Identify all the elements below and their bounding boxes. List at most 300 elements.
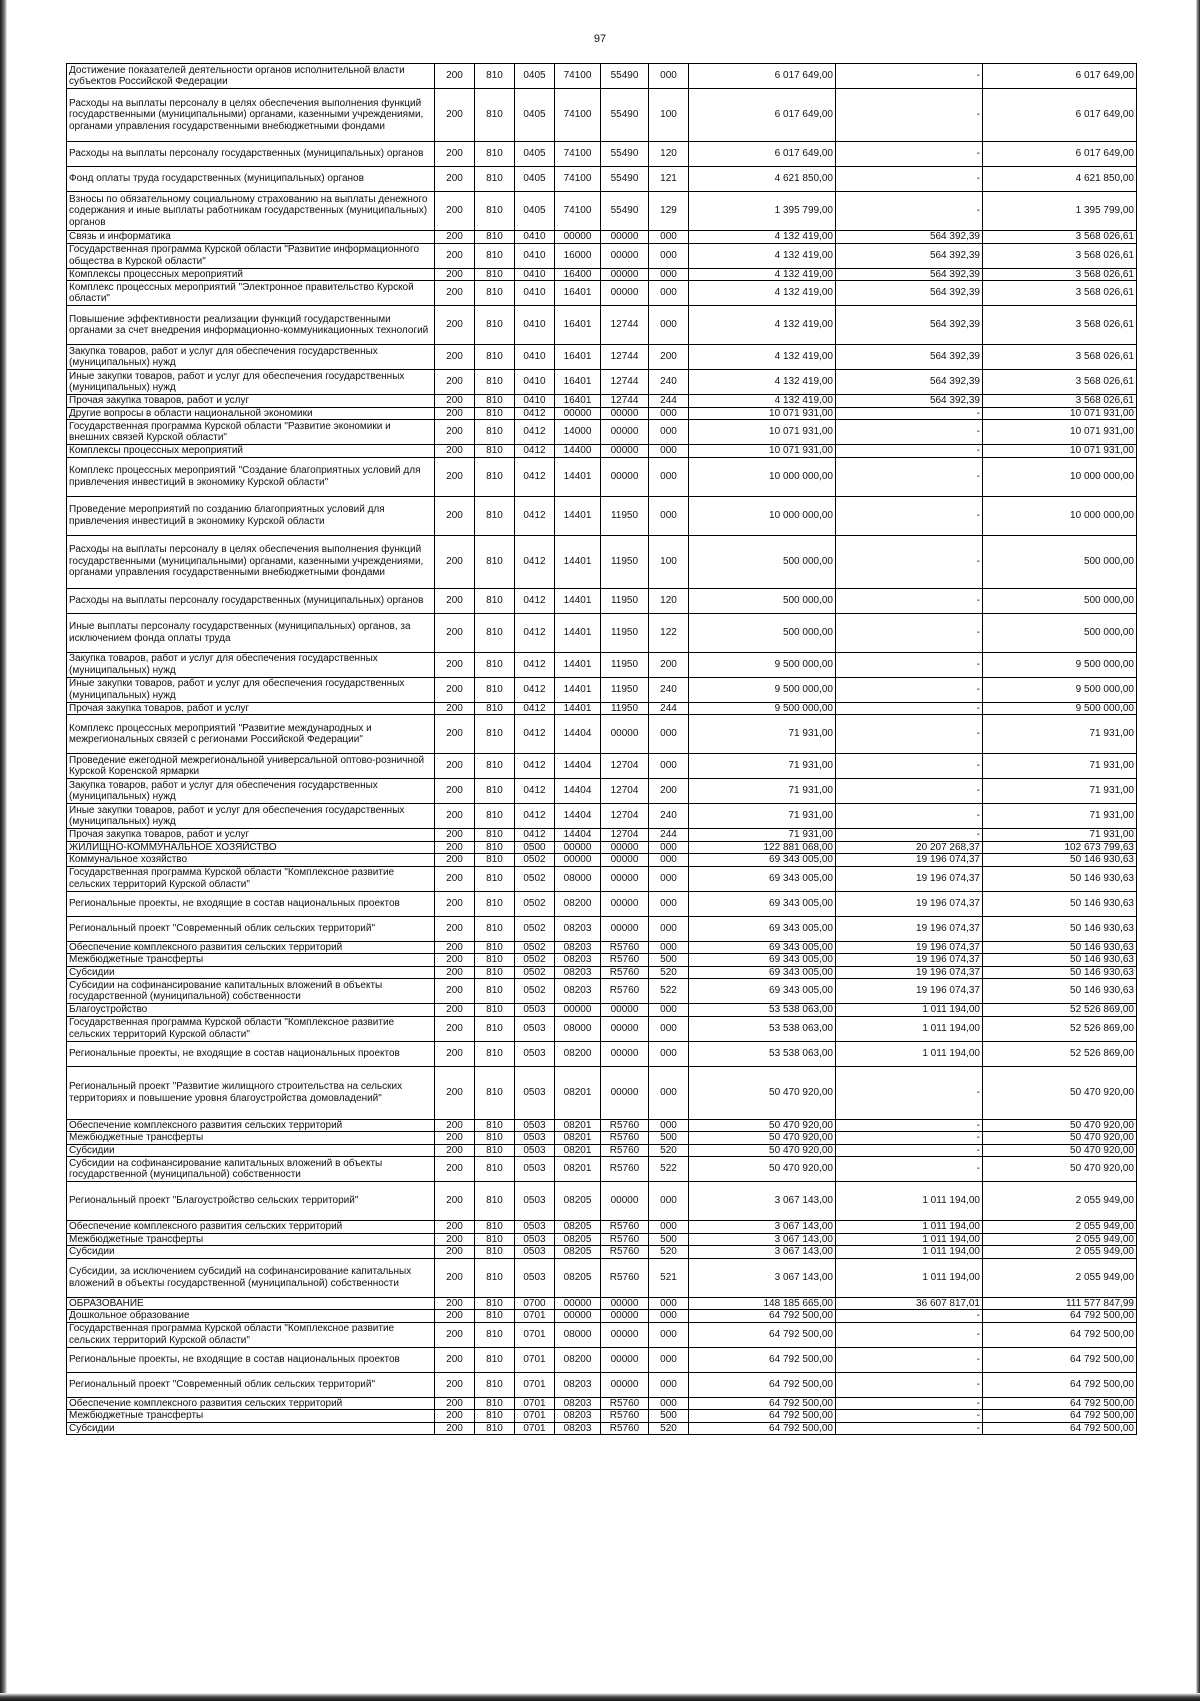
gr-code-cell: 200: [435, 345, 475, 370]
rz-code-cell: 0412: [515, 829, 555, 842]
reduction-amount-cell: -: [836, 535, 983, 588]
rz-code-cell: 0502: [515, 866, 555, 891]
row-name-cell: Закупка товаров, работ и услуг для обеспечения государственных (муниципальных) нужд: [67, 779, 435, 804]
approved-amount-cell: 50 146 930,63: [983, 854, 1137, 867]
reduction-amount-cell: -: [836, 1347, 983, 1372]
cs-code-cell: 08201: [555, 1119, 601, 1132]
table-row: [67, 89, 1137, 142]
row-name-cell: Другие вопросы в области национальной экономики: [67, 407, 435, 420]
planned-amount-cell: 6 017 649,00: [689, 64, 836, 89]
rz-code-cell: 0503: [515, 1258, 555, 1297]
planned-amount-cell: 71 931,00: [689, 715, 836, 754]
rz-code-cell: 0412: [515, 496, 555, 535]
gr-code-cell: 200: [435, 891, 475, 916]
gr-code-cell: 200: [435, 1322, 475, 1347]
table-row: [67, 1119, 1137, 1132]
approved-amount-cell: 3 568 026,61: [983, 243, 1137, 268]
reduction-amount-cell: 564 392,39: [836, 370, 983, 395]
rz-code-cell: 0503: [515, 1157, 555, 1182]
cs-direction-code-cell: 12744: [601, 370, 649, 395]
approved-amount-cell: 10 071 931,00: [983, 445, 1137, 458]
row-name-cell: Дошкольное образование: [67, 1310, 435, 1323]
gr-code-cell: 200: [435, 1004, 475, 1017]
approved-amount-cell: 500 000,00: [983, 588, 1137, 613]
reduction-amount-cell: -: [836, 420, 983, 445]
cs-code-cell: 08203: [555, 941, 601, 954]
rz-code-cell: 0502: [515, 854, 555, 867]
vr-code-cell: 244: [649, 395, 689, 408]
cs-direction-code-cell: 00000: [601, 243, 649, 268]
planned-amount-cell: 4 132 419,00: [689, 345, 836, 370]
row-name-cell: Субсидии на софинансирование капитальных вложений в объекты государственной (муниципальной) собственности: [67, 1157, 435, 1182]
rz-code-cell: 0412: [515, 613, 555, 652]
reduction-amount-cell: 19 196 074,37: [836, 966, 983, 979]
cs-code-cell: 16401: [555, 370, 601, 395]
cs-direction-code-cell: 00000: [601, 1016, 649, 1041]
planned-amount-cell: 71 931,00: [689, 754, 836, 779]
cs-code-cell: 08200: [555, 1347, 601, 1372]
approved-amount-cell: 1 395 799,00: [983, 192, 1137, 231]
reduction-amount-cell: 564 392,39: [836, 345, 983, 370]
gr-code-cell: 200: [435, 715, 475, 754]
cs-code-cell: 08203: [555, 1422, 601, 1435]
rz-code-cell: 0412: [515, 652, 555, 677]
planned-amount-cell: 53 538 063,00: [689, 1016, 836, 1041]
approved-amount-cell: 64 792 500,00: [983, 1322, 1137, 1347]
gr-code-cell: 200: [435, 1119, 475, 1132]
planned-amount-cell: 10 000 000,00: [689, 496, 836, 535]
planned-amount-cell: 50 470 920,00: [689, 1132, 836, 1145]
approved-amount-cell: 111 577 847,99: [983, 1297, 1137, 1310]
row-name-cell: Иные закупки товаров, работ и услуг для обеспечения государственных (муниципальных) нужд: [67, 370, 435, 395]
table-row: [67, 496, 1137, 535]
row-name-cell: Закупка товаров, работ и услуг для обеспечения государственных (муниципальных) нужд: [67, 652, 435, 677]
row-name-cell: Иные закупки товаров, работ и услуг для обеспечения государственных (муниципальных) нужд: [67, 804, 435, 829]
gr-code-cell: 200: [435, 306, 475, 345]
vr-code-cell: 000: [649, 457, 689, 496]
reduction-amount-cell: -: [836, 142, 983, 167]
cs-code-cell: 08203: [555, 954, 601, 967]
rz-code-cell: 0503: [515, 1016, 555, 1041]
cs-code-cell: 00000: [555, 854, 601, 867]
rz-code-cell: 0405: [515, 167, 555, 192]
cs-code-cell: 08000: [555, 1322, 601, 1347]
ved-code-cell: 810: [475, 1157, 515, 1182]
approved-amount-cell: 50 470 920,00: [983, 1066, 1137, 1119]
rz-code-cell: 0410: [515, 395, 555, 408]
gr-code-cell: 200: [435, 407, 475, 420]
cs-code-cell: 08203: [555, 979, 601, 1004]
table-row: [67, 677, 1137, 702]
reduction-amount-cell: -: [836, 1132, 983, 1145]
cs-code-cell: 08203: [555, 1372, 601, 1397]
cs-code-cell: 74100: [555, 192, 601, 231]
vr-code-cell: 500: [649, 1233, 689, 1246]
table-row: [67, 702, 1137, 715]
cs-direction-code-cell: 55490: [601, 64, 649, 89]
cs-code-cell: 00000: [555, 1297, 601, 1310]
cs-code-cell: 08000: [555, 866, 601, 891]
vr-code-cell: 000: [649, 420, 689, 445]
rz-code-cell: 0410: [515, 268, 555, 281]
cs-direction-code-cell: 00000: [601, 1041, 649, 1066]
cs-direction-code-cell: 12704: [601, 754, 649, 779]
rz-code-cell: 0412: [515, 445, 555, 458]
row-name-cell: ОБРАЗОВАНИЕ: [67, 1297, 435, 1310]
cs-direction-code-cell: 55490: [601, 167, 649, 192]
approved-amount-cell: 50 470 920,00: [983, 1144, 1137, 1157]
ved-code-cell: 810: [475, 841, 515, 854]
ved-code-cell: 810: [475, 1297, 515, 1310]
planned-amount-cell: 71 931,00: [689, 804, 836, 829]
reduction-amount-cell: -: [836, 1119, 983, 1132]
planned-amount-cell: 3 067 143,00: [689, 1221, 836, 1234]
ved-code-cell: 810: [475, 854, 515, 867]
reduction-amount-cell: -: [836, 754, 983, 779]
reduction-amount-cell: -: [836, 496, 983, 535]
cs-code-cell: 08203: [555, 916, 601, 941]
approved-amount-cell: 52 526 869,00: [983, 1004, 1137, 1017]
cs-code-cell: 00000: [555, 1310, 601, 1323]
gr-code-cell: 200: [435, 1310, 475, 1323]
gr-code-cell: 200: [435, 916, 475, 941]
row-name-cell: ЖИЛИЩНО-КОММУНАЛЬНОЕ ХОЗЯЙСТВО: [67, 841, 435, 854]
approved-amount-cell: 500 000,00: [983, 613, 1137, 652]
approved-amount-cell: 6 017 649,00: [983, 89, 1137, 142]
cs-code-cell: 14401: [555, 588, 601, 613]
planned-amount-cell: 64 792 500,00: [689, 1310, 836, 1323]
planned-amount-cell: 4 132 419,00: [689, 395, 836, 408]
cs-direction-code-cell: 00000: [601, 891, 649, 916]
gr-code-cell: 200: [435, 966, 475, 979]
approved-amount-cell: 500 000,00: [983, 535, 1137, 588]
reduction-amount-cell: 1 011 194,00: [836, 1004, 983, 1017]
vr-code-cell: 000: [649, 1372, 689, 1397]
vr-code-cell: 000: [649, 268, 689, 281]
ved-code-cell: 810: [475, 1410, 515, 1423]
ved-code-cell: 810: [475, 1004, 515, 1017]
gr-code-cell: 200: [435, 1157, 475, 1182]
planned-amount-cell: 122 881 068,00: [689, 841, 836, 854]
row-name-cell: Государственная программа Курской области "Комплексное развитие сельских территорий Курской области": [67, 866, 435, 891]
approved-amount-cell: 2 055 949,00: [983, 1258, 1137, 1297]
rz-code-cell: 0503: [515, 1182, 555, 1221]
ved-code-cell: 810: [475, 407, 515, 420]
scan-edge-right: [1196, 0, 1200, 1701]
table-row: [67, 1322, 1137, 1347]
ved-code-cell: 810: [475, 1246, 515, 1259]
gr-code-cell: 200: [435, 804, 475, 829]
row-name-cell: Коммунальное хозяйство: [67, 854, 435, 867]
rz-code-cell: 0502: [515, 891, 555, 916]
table-row: [67, 613, 1137, 652]
approved-amount-cell: 3 568 026,61: [983, 395, 1137, 408]
ved-code-cell: 810: [475, 1422, 515, 1435]
row-name-cell: Государственная программа Курской области "Развитие экономики и внешних связей Курской области": [67, 420, 435, 445]
ved-code-cell: 810: [475, 1221, 515, 1234]
planned-amount-cell: 69 343 005,00: [689, 954, 836, 967]
table-row: [67, 754, 1137, 779]
approved-amount-cell: 64 792 500,00: [983, 1347, 1137, 1372]
approved-amount-cell: 9 500 000,00: [983, 652, 1137, 677]
approved-amount-cell: 50 146 930,63: [983, 979, 1137, 1004]
table-row: [67, 1066, 1137, 1119]
cs-direction-code-cell: 11950: [601, 702, 649, 715]
cs-code-cell: 08205: [555, 1246, 601, 1259]
rz-code-cell: 0500: [515, 841, 555, 854]
cs-direction-code-cell: 11950: [601, 652, 649, 677]
gr-code-cell: 200: [435, 954, 475, 967]
planned-amount-cell: 64 792 500,00: [689, 1397, 836, 1410]
cs-code-cell: 16401: [555, 345, 601, 370]
table-row: [67, 916, 1137, 941]
reduction-amount-cell: -: [836, 677, 983, 702]
table-row: [67, 167, 1137, 192]
rz-code-cell: 0412: [515, 407, 555, 420]
vr-code-cell: 122: [649, 613, 689, 652]
rz-code-cell: 0412: [515, 779, 555, 804]
vr-code-cell: 000: [649, 1004, 689, 1017]
row-name-cell: Комплекс процессных мероприятий "Развитие международных и межрегиональных связей с регионами Российской Федерации": [67, 715, 435, 754]
table-row: [67, 306, 1137, 345]
rz-code-cell: 0412: [515, 804, 555, 829]
planned-amount-cell: 4 132 419,00: [689, 281, 836, 306]
approved-amount-cell: 2 055 949,00: [983, 1221, 1137, 1234]
cs-code-cell: 08203: [555, 1397, 601, 1410]
gr-code-cell: 200: [435, 89, 475, 142]
table-row: [67, 64, 1137, 89]
reduction-amount-cell: -: [836, 1157, 983, 1182]
gr-code-cell: 200: [435, 613, 475, 652]
ved-code-cell: 810: [475, 192, 515, 231]
cs-code-cell: 14404: [555, 829, 601, 842]
ved-code-cell: 810: [475, 1132, 515, 1145]
vr-code-cell: 240: [649, 370, 689, 395]
cs-direction-code-cell: 00000: [601, 1372, 649, 1397]
cs-direction-code-cell: 11950: [601, 496, 649, 535]
vr-code-cell: 500: [649, 1410, 689, 1423]
gr-code-cell: 200: [435, 535, 475, 588]
cs-direction-code-cell: 00000: [601, 841, 649, 854]
planned-amount-cell: 64 792 500,00: [689, 1322, 836, 1347]
planned-amount-cell: 3 067 143,00: [689, 1233, 836, 1246]
gr-code-cell: 200: [435, 457, 475, 496]
ved-code-cell: 810: [475, 954, 515, 967]
gr-code-cell: 200: [435, 1182, 475, 1221]
cs-code-cell: 16401: [555, 306, 601, 345]
gr-code-cell: 200: [435, 420, 475, 445]
cs-code-cell: 08203: [555, 966, 601, 979]
row-name-cell: Расходы на выплаты персоналу государственных (муниципальных) органов: [67, 588, 435, 613]
vr-code-cell: 000: [649, 1016, 689, 1041]
cs-direction-code-cell: 00000: [601, 1297, 649, 1310]
rz-code-cell: 0410: [515, 231, 555, 244]
planned-amount-cell: 69 343 005,00: [689, 866, 836, 891]
reduction-amount-cell: 19 196 074,37: [836, 979, 983, 1004]
cs-code-cell: 14401: [555, 613, 601, 652]
cs-direction-code-cell: 11950: [601, 535, 649, 588]
gr-code-cell: 200: [435, 1422, 475, 1435]
table-row: [67, 370, 1137, 395]
ved-code-cell: 810: [475, 754, 515, 779]
cs-direction-code-cell: R5760: [601, 1397, 649, 1410]
table-row: [67, 1397, 1137, 1410]
vr-code-cell: 000: [649, 1119, 689, 1132]
vr-code-cell: 240: [649, 677, 689, 702]
reduction-amount-cell: 1 011 194,00: [836, 1258, 983, 1297]
ved-code-cell: 810: [475, 829, 515, 842]
vr-code-cell: 522: [649, 979, 689, 1004]
approved-amount-cell: 2 055 949,00: [983, 1182, 1137, 1221]
planned-amount-cell: 69 343 005,00: [689, 891, 836, 916]
ved-code-cell: 810: [475, 167, 515, 192]
rz-code-cell: 0701: [515, 1410, 555, 1423]
vr-code-cell: 000: [649, 916, 689, 941]
ved-code-cell: 810: [475, 702, 515, 715]
planned-amount-cell: 10 071 931,00: [689, 445, 836, 458]
reduction-amount-cell: 564 392,39: [836, 231, 983, 244]
gr-code-cell: 200: [435, 677, 475, 702]
row-name-cell: Благоустройство: [67, 1004, 435, 1017]
table-row: [67, 420, 1137, 445]
cs-direction-code-cell: 00000: [601, 1004, 649, 1017]
reduction-amount-cell: 19 196 074,37: [836, 954, 983, 967]
row-name-cell: Прочая закупка товаров, работ и услуг: [67, 395, 435, 408]
reduction-amount-cell: -: [836, 445, 983, 458]
cs-direction-code-cell: 11950: [601, 677, 649, 702]
table-row: [67, 1004, 1137, 1017]
gr-code-cell: 200: [435, 64, 475, 89]
rz-code-cell: 0503: [515, 1119, 555, 1132]
gr-code-cell: 200: [435, 1066, 475, 1119]
table-row: [67, 395, 1137, 408]
cs-code-cell: 00000: [555, 841, 601, 854]
rz-code-cell: 0412: [515, 754, 555, 779]
gr-code-cell: 200: [435, 854, 475, 867]
row-name-cell: Расходы на выплаты персоналу в целях обеспечения выполнения функций государственными (муниципальными) органами, казенными учреждениями, органами управления государственными внебюджетными фондами: [67, 89, 435, 142]
row-name-cell: Субсидии: [67, 1246, 435, 1259]
table-row: [67, 941, 1137, 954]
reduction-amount-cell: 564 392,39: [836, 395, 983, 408]
scan-edge-left: [0, 0, 7, 1701]
rz-code-cell: 0410: [515, 243, 555, 268]
cs-direction-code-cell: 12744: [601, 395, 649, 408]
approved-amount-cell: 64 792 500,00: [983, 1397, 1137, 1410]
row-name-cell: Связь и информатика: [67, 231, 435, 244]
reduction-amount-cell: -: [836, 1066, 983, 1119]
table-row: [67, 1422, 1137, 1435]
table-row: [67, 1041, 1137, 1066]
approved-amount-cell: 6 017 649,00: [983, 64, 1137, 89]
planned-amount-cell: 6 017 649,00: [689, 89, 836, 142]
rz-code-cell: 0410: [515, 345, 555, 370]
rz-code-cell: 0405: [515, 64, 555, 89]
vr-code-cell: 000: [649, 1397, 689, 1410]
approved-amount-cell: 50 146 930,63: [983, 954, 1137, 967]
cs-direction-code-cell: 12704: [601, 804, 649, 829]
ved-code-cell: 810: [475, 281, 515, 306]
gr-code-cell: 200: [435, 167, 475, 192]
vr-code-cell: 000: [649, 64, 689, 89]
ved-code-cell: 810: [475, 496, 515, 535]
cs-code-cell: 08205: [555, 1258, 601, 1297]
table-row: [67, 829, 1137, 842]
table-row: [67, 891, 1137, 916]
ved-code-cell: 810: [475, 979, 515, 1004]
approved-amount-cell: 50 470 920,00: [983, 1119, 1137, 1132]
ved-code-cell: 810: [475, 804, 515, 829]
approved-amount-cell: 50 470 920,00: [983, 1132, 1137, 1145]
rz-code-cell: 0412: [515, 715, 555, 754]
row-name-cell: Межбюджетные трансферты: [67, 954, 435, 967]
reduction-amount-cell: 564 392,39: [836, 306, 983, 345]
row-name-cell: Региональные проекты, не входящие в состав национальных проектов: [67, 1347, 435, 1372]
rz-code-cell: 0503: [515, 1221, 555, 1234]
vr-code-cell: 100: [649, 89, 689, 142]
row-name-cell: Достижение показателей деятельности органов исполнительной власти субъектов Российской Федерации: [67, 64, 435, 89]
rz-code-cell: 0412: [515, 588, 555, 613]
gr-code-cell: 200: [435, 941, 475, 954]
cs-code-cell: 14404: [555, 804, 601, 829]
ved-code-cell: 810: [475, 243, 515, 268]
cs-code-cell: 14401: [555, 535, 601, 588]
vr-code-cell: 000: [649, 407, 689, 420]
cs-code-cell: 14000: [555, 420, 601, 445]
reduction-amount-cell: 1 011 194,00: [836, 1233, 983, 1246]
cs-direction-code-cell: 12744: [601, 345, 649, 370]
row-name-cell: Государственная программа Курской области "Развитие информационного общества в Курской области": [67, 243, 435, 268]
vr-code-cell: 000: [649, 941, 689, 954]
cs-direction-code-cell: 00000: [601, 457, 649, 496]
row-name-cell: Субсидии, за исключением субсидий на софинансирование капитальных вложений в объекты государственной (муниципальной) собственности: [67, 1258, 435, 1297]
ved-code-cell: 810: [475, 89, 515, 142]
rz-code-cell: 0701: [515, 1347, 555, 1372]
approved-amount-cell: 3 568 026,61: [983, 231, 1137, 244]
planned-amount-cell: 64 792 500,00: [689, 1347, 836, 1372]
reduction-amount-cell: -: [836, 1422, 983, 1435]
ved-code-cell: 810: [475, 941, 515, 954]
row-name-cell: Проведение мероприятий по созданию благоприятных условий для привлечения инвестиций в экономику Курской области: [67, 496, 435, 535]
gr-code-cell: 200: [435, 281, 475, 306]
ved-code-cell: 810: [475, 677, 515, 702]
cs-code-cell: 08201: [555, 1066, 601, 1119]
row-name-cell: Субсидии: [67, 1422, 435, 1435]
rz-code-cell: 0502: [515, 954, 555, 967]
planned-amount-cell: 4 132 419,00: [689, 306, 836, 345]
cs-code-cell: 14401: [555, 702, 601, 715]
ved-code-cell: 810: [475, 395, 515, 408]
table-row: [67, 1410, 1137, 1423]
gr-code-cell: 200: [435, 1144, 475, 1157]
cs-direction-code-cell: R5760: [601, 1410, 649, 1423]
planned-amount-cell: 4 621 850,00: [689, 167, 836, 192]
approved-amount-cell: 71 931,00: [983, 754, 1137, 779]
rz-code-cell: 0412: [515, 420, 555, 445]
planned-amount-cell: 3 067 143,00: [689, 1258, 836, 1297]
reduction-amount-cell: -: [836, 804, 983, 829]
table-row: [67, 1233, 1137, 1246]
ved-code-cell: 810: [475, 535, 515, 588]
table-row: [67, 979, 1137, 1004]
row-name-cell: Комплекс процессных мероприятий "Создание благоприятных условий для привлечения инвестиций в экономику Курской области": [67, 457, 435, 496]
cs-direction-code-cell: R5760: [601, 1144, 649, 1157]
planned-amount-cell: 69 343 005,00: [689, 854, 836, 867]
ved-code-cell: 810: [475, 231, 515, 244]
cs-direction-code-cell: 11950: [601, 588, 649, 613]
table-row: [67, 966, 1137, 979]
ved-code-cell: 810: [475, 715, 515, 754]
approved-amount-cell: 64 792 500,00: [983, 1422, 1137, 1435]
